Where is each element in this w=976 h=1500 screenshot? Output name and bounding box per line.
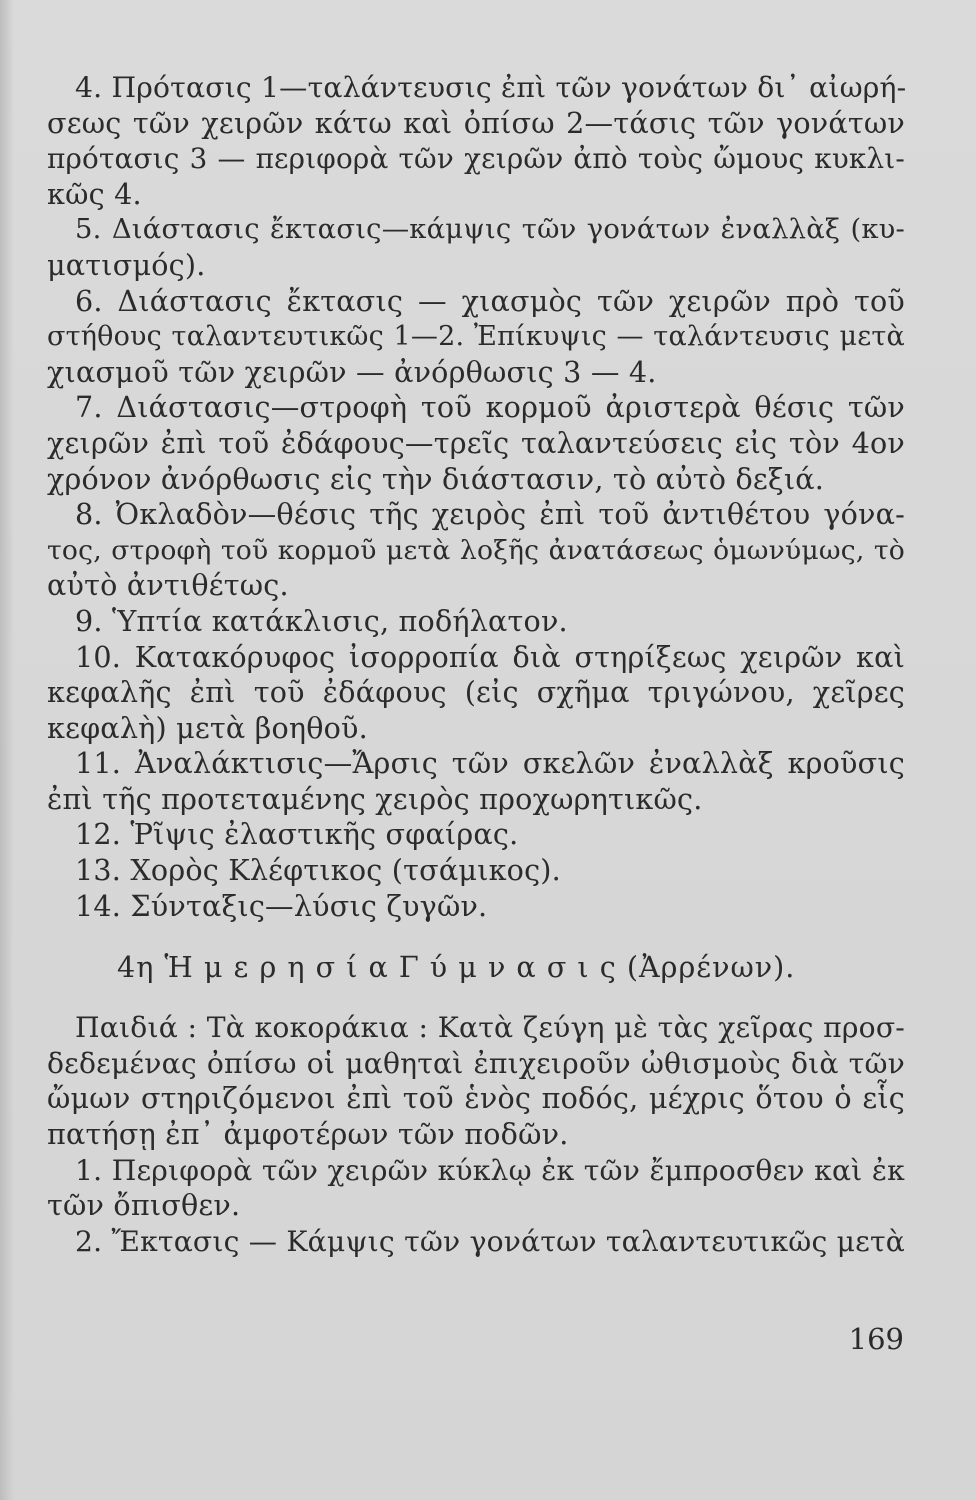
text-line: 11. Ἀναλάκτισις—Ἄρσις τῶν σκελῶν ἐναλλὰξ κροῦσις [75,746,905,781]
text-line: Παιδιά : Τὰ κοκοράκια : Κατὰ ζεύγη μὲ τὰς χεῖρας προσ- [75,1011,905,1045]
text-line: 12. Ῥῖψις ἐλαστικῆς σφαίρας. [75,817,519,852]
text-line: πρότασις 3 — περιφορὰ τῶν χειρῶν ἀπὸ τοὺς ὤμους κυκλι- [47,142,905,176]
text-line: στήθους ταλαντευτικῶς 1—2. Ἐπίκυψις — ταλάντευσις μετὰ [47,321,905,353]
text-line: σεως τῶν χειρῶν κάτω καὶ ὀπίσω 2—τάσις τῶν γονάτων [47,105,905,140]
text-line: 7. Διάστασις—στροφὴ τοῦ κορμοῦ ἀριστερὰ θέσις τῶν [75,390,905,425]
text-line: χρόνον ἀνόρθωσις εἰς τὴν διάστασιν, τὸ αὐτὸ δεξιά. [47,461,825,496]
text-line: κῶς 4. [47,176,142,211]
text-line: 10. Κατακόρυφος ἰσορροπία διὰ στηρίξεως χειρῶν καὶ [75,639,905,674]
text-line: κεφαλῆς ἐπὶ τοῦ ἐδάφους (εἰς σχῆμα τριγώνου, χεῖρες [47,675,905,710]
text-line: τῶν ὄπισθεν. [47,1188,241,1223]
text-line: κεφαλὴ) μετὰ βοηθοῦ. [47,710,368,745]
text-line: ὤμων στηριζόμενοι ἐπὶ τοῦ ἑνὸς ποδός, μέχρις ὅτου ὁ εἷς [47,1081,905,1116]
text-line: 6. Διάστασις ἔκτασις — χιασμὸς τῶν χειρῶν πρὸ τοῦ [75,283,905,318]
text-line: 5. Διάστασις ἔκτασις—κάμψις τῶν γονάτων ἐναλλὰξ (κυ- [75,214,905,246]
page-number: 169 [848,1322,904,1356]
text-line: ματισμός). [47,247,206,282]
spacer [47,988,905,1010]
text-line: αὐτὸ ἀντιθέτως. [47,568,289,603]
text-line: 8. Ὀκλαδὸν—θέσις τῆς χειρὸς ἐπὶ τοῦ ἀντιθέτου γόνα- [75,497,905,532]
spacer [47,924,905,950]
section-heading: 4η Ἡ μ ε ρ η σ ί α Γ ύ μ ν α σ ι ς (Ἀρρένων). [117,950,796,985]
text-line: 1. Περιφορὰ τῶν χειρῶν κύκλῳ ἐκ τῶν ἔμπροσθεν καὶ ἐκ [75,1153,905,1187]
text-line: 4. Πρότασις 1—ταλάντευσις ἐπὶ τῶν γονάτων δι᾽ αἰωρή- [75,71,907,104]
text-line: 9. Ὑπτία κατάκλισις, ποδήλατον. [75,603,568,638]
text-line: 14. Σύνταξις—λύσις ζυγῶν. [75,888,488,923]
text-line: χειρῶν ἐπὶ τοῦ ἐδάφους—τρεῖς ταλαντεύσεις εἰς τὸν 4ον [47,425,905,460]
text-line: ἐπὶ τῆς προτεταμένης χειρὸς προχωρητικῶς. [47,781,703,816]
body-text [47,70,905,1259]
text-line: τος, στροφὴ τοῦ κορμοῦ μετὰ λοξῆς ἀνατάσεως ὁμωνύμως, τὸ [47,534,905,566]
text-line: 13. Χορὸς Κλέφτικος (τσάμικος). [75,853,561,888]
text-line: 2. Ἔκτασις — Κάμψις τῶν γονάτων ταλαντευτικῶς μετὰ [75,1224,905,1258]
text-line: χιασμοῦ τῶν χειρῶν — ἀνόρθωσις 3 — 4. [47,354,657,389]
text-line: δεδεμένας ὀπίσω οἱ μαθηταὶ ἐπιχειροῦν ὠθισμοὺς διὰ τῶν [47,1046,905,1080]
text-line: πατήσῃ ἐπ᾽ ἀμφοτέρων τῶν ποδῶν. [47,1117,569,1152]
